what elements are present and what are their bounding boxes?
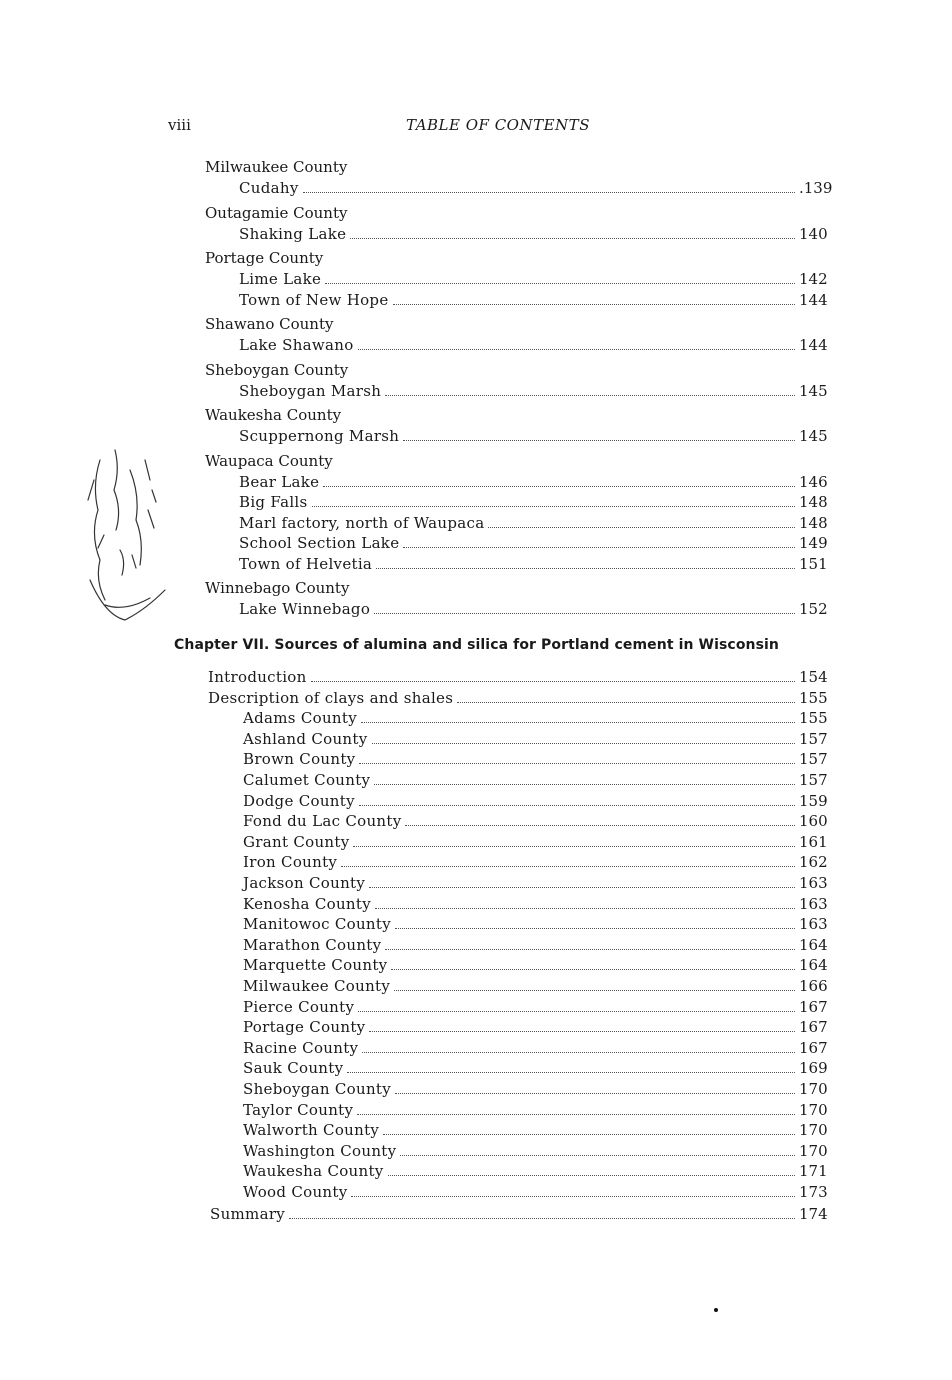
entry-label: Lime Lake <box>239 270 322 288</box>
toc-entry <box>243 997 827 1017</box>
toc-entry <box>243 914 827 934</box>
toc-entry <box>239 224 827 244</box>
entry-label: Brown County <box>243 750 356 769</box>
dot-leader <box>358 997 795 1012</box>
toc-entry <box>239 381 827 401</box>
toc-entry <box>239 492 827 512</box>
entry-label: Wood County <box>243 1183 348 1201</box>
dot-leader <box>395 1079 795 1094</box>
toc-entry <box>243 770 827 790</box>
county-heading: Winnebago County <box>205 579 350 597</box>
toc-entry <box>243 1079 827 1099</box>
toc-entry <box>243 1038 827 1058</box>
entry-page-number: 145 <box>799 427 828 445</box>
page-number: viii <box>168 116 191 134</box>
dot-leader <box>375 894 795 909</box>
entry-page-number: 160 <box>799 812 828 831</box>
toc-entry <box>243 1161 827 1181</box>
entry-label: Ashland County <box>243 729 368 748</box>
margin-pencil-scribble <box>70 440 180 640</box>
dot-leader <box>403 533 795 548</box>
entry-label: Calumet County <box>243 771 371 789</box>
entry-page-number: 154 <box>799 668 828 686</box>
toc-entry <box>243 955 827 975</box>
entry-page-number: 159 <box>799 791 828 810</box>
entry-page-number: 140 <box>799 224 828 243</box>
entry-page-number: 164 <box>799 935 828 954</box>
dot-leader <box>369 873 795 888</box>
entry-page-number: 167 <box>799 1038 828 1057</box>
dot-leader <box>303 178 795 193</box>
entry-label: Marquette County <box>243 956 388 975</box>
entry-page-number: 145 <box>799 381 828 400</box>
entry-label: Summary <box>210 1204 286 1223</box>
entry-label: Portage County <box>243 1018 366 1037</box>
entry-label: Adams County <box>243 709 357 728</box>
entry-page-number: 142 <box>799 270 828 288</box>
entry-label: Marl factory, north of Waupaca <box>239 513 485 532</box>
entry-label: Bear Lake <box>239 472 320 491</box>
toc-entry <box>243 729 827 749</box>
entry-label: Scuppernong Marsh <box>239 427 400 445</box>
entry-page-number: 146 <box>799 472 828 491</box>
entry-label: Lake Shawano <box>239 336 354 354</box>
toc-entry <box>243 1017 827 1037</box>
dot-leader <box>362 1038 795 1053</box>
dot-leader <box>393 290 796 305</box>
entry-page-number: 169 <box>799 1059 828 1078</box>
dot-leader <box>391 955 795 970</box>
entry-label: Town of New Hope <box>239 290 389 309</box>
toc-entry <box>239 533 827 553</box>
toc-entry <box>243 811 827 831</box>
toc-entry <box>239 335 827 355</box>
entry-page-number: 157 <box>799 729 828 748</box>
entry-label: Taylor County <box>243 1100 354 1119</box>
entry-label: Washington County <box>243 1141 397 1160</box>
dot-leader <box>359 749 795 764</box>
entry-page-number: 161 <box>799 832 828 851</box>
dot-leader <box>311 667 795 682</box>
county-heading: Sheboygan County <box>205 360 349 379</box>
entry-page-number: 170 <box>799 1121 828 1140</box>
entry-label: Shaking Lake <box>239 224 347 243</box>
dot-leader <box>374 770 795 785</box>
dot-leader <box>357 1100 795 1115</box>
toc-entry <box>208 688 827 708</box>
entry-label: Sheboygan County <box>243 1080 392 1098</box>
dot-leader <box>385 381 795 396</box>
entry-label: Lake Winnebago <box>239 600 371 618</box>
toc-entry <box>239 513 827 533</box>
dot-leader <box>376 554 795 569</box>
entry-label: Cudahy <box>239 179 299 197</box>
dot-leader <box>488 513 795 528</box>
dot-leader <box>369 1017 795 1032</box>
summary-entry <box>210 1204 827 1224</box>
entry-page-number: 163 <box>799 915 828 934</box>
toc-entry <box>239 472 827 492</box>
county-heading: Waupaca County <box>205 451 333 470</box>
toc-entry <box>239 178 833 198</box>
entry-label: Racine County <box>243 1038 359 1057</box>
entry-page-number: 155 <box>799 709 828 728</box>
entry-page-number: 157 <box>799 750 828 769</box>
dot-leader <box>374 599 795 614</box>
dot-leader <box>395 914 795 929</box>
toc-entry <box>243 1058 827 1078</box>
county-heading: Portage County <box>205 249 324 267</box>
toc-entry <box>243 976 827 996</box>
dot-leader <box>325 269 795 284</box>
entry-page-number: 167 <box>799 1018 828 1037</box>
county-heading: Outagamie County <box>205 203 348 222</box>
entry-page-number: 164 <box>799 956 828 975</box>
entry-label: Description of clays and shales <box>208 688 454 707</box>
toc-entry <box>243 708 827 728</box>
entry-page-number: 173 <box>799 1183 828 1201</box>
toc-entry <box>243 1120 827 1140</box>
county-heading: Milwaukee County <box>205 158 348 176</box>
dot-leader <box>341 852 795 867</box>
entry-page-number: 171 <box>799 1162 828 1181</box>
entry-label: Milwaukee County <box>243 977 391 995</box>
dot-leader <box>350 224 795 239</box>
dot-leader <box>347 1058 795 1073</box>
entry-label: Big Falls <box>239 493 308 511</box>
dot-leader <box>372 729 796 744</box>
entry-page-number: 162 <box>799 853 828 872</box>
toc-entry <box>243 935 827 955</box>
entry-label: School Section Lake <box>239 534 400 552</box>
dot-leader <box>351 1182 795 1197</box>
entry-page-number: 166 <box>799 977 828 995</box>
toc-entry <box>239 290 827 310</box>
dot-leader <box>385 935 795 950</box>
toc-entry <box>243 832 827 852</box>
entry-label: Pierce County <box>243 997 355 1016</box>
toc-entry <box>239 554 827 574</box>
county-heading: Shawano County <box>205 315 334 333</box>
dot-leader <box>405 811 795 826</box>
entry-page-number: 170 <box>799 1100 828 1119</box>
ink-speck <box>714 1308 718 1312</box>
entry-label: Manitowoc County <box>243 915 391 934</box>
entry-label: Town of Helvetia <box>239 554 373 573</box>
toc-entry <box>243 1141 827 1161</box>
entry-label: Sauk County <box>243 1059 344 1078</box>
toc-entry <box>239 599 827 619</box>
dot-leader <box>359 791 795 806</box>
entry-label: Fond du Lac County <box>243 812 402 831</box>
dot-leader <box>358 335 795 350</box>
entry-label: Kenosha County <box>243 894 371 913</box>
dot-leader <box>403 426 795 441</box>
dot-leader <box>312 492 795 507</box>
entry-page-number: 144 <box>799 336 828 354</box>
dot-leader <box>361 708 795 723</box>
entry-page-number: 170 <box>799 1141 828 1160</box>
county-heading: Waukesha County <box>205 406 342 424</box>
dot-leader <box>323 472 795 487</box>
entry-page-number: 148 <box>799 493 828 511</box>
toc-entry <box>243 852 827 872</box>
dot-leader <box>383 1120 795 1135</box>
entry-page-number: 144 <box>799 290 828 309</box>
entry-page-number: 163 <box>799 894 828 913</box>
entry-page-number: 170 <box>799 1080 828 1098</box>
entry-page-number: .139 <box>799 179 833 197</box>
toc-entry <box>243 1100 827 1120</box>
entry-page-number: 163 <box>799 874 828 892</box>
entry-label: Introduction <box>208 668 307 686</box>
toc-entry <box>239 269 827 289</box>
entry-page-number: 174 <box>799 1204 828 1223</box>
dot-leader <box>289 1204 795 1219</box>
dot-leader <box>457 688 795 703</box>
entry-label: Marathon County <box>243 935 382 954</box>
toc-entry <box>243 749 827 769</box>
entry-label: Waukesha County <box>243 1162 384 1181</box>
entry-page-number: 148 <box>799 513 828 532</box>
entry-page-number: 149 <box>799 534 828 552</box>
toc-entry <box>208 667 827 687</box>
entry-page-number: 157 <box>799 771 828 789</box>
page-title: TABLE OF CONTENTS <box>406 116 590 134</box>
dot-leader <box>388 1161 795 1176</box>
chapter-title: Chapter VII. Sources of alumina and silica for Portland cement in Wisconsin <box>174 637 780 653</box>
entry-label: Walworth County <box>243 1121 380 1140</box>
page-header <box>168 116 828 138</box>
dot-leader <box>400 1141 795 1156</box>
entry-label: Dodge County <box>243 791 355 810</box>
entry-label: Jackson County <box>243 874 366 892</box>
toc-entry <box>243 791 827 811</box>
dot-leader <box>353 832 795 847</box>
entry-page-number: 152 <box>799 600 828 618</box>
entry-page-number: 167 <box>799 997 828 1016</box>
dot-leader <box>394 976 795 991</box>
entry-label: Grant County <box>243 832 350 851</box>
entry-page-number: 155 <box>799 688 828 707</box>
toc-entry <box>243 873 827 893</box>
toc-entry <box>239 426 827 446</box>
toc-entry <box>243 1182 827 1202</box>
entry-label: Iron County <box>243 853 338 872</box>
toc-entry <box>243 894 827 914</box>
entry-page-number: 151 <box>799 554 828 573</box>
entry-label: Sheboygan Marsh <box>239 381 382 400</box>
